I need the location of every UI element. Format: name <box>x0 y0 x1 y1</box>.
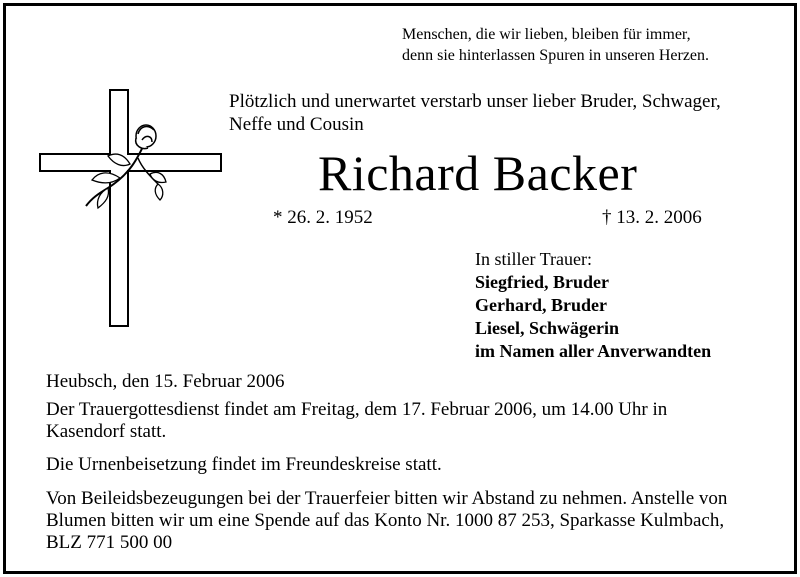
mourners-block <box>475 248 711 363</box>
quote-line-2: denn sie hinterlassen Spuren in unseren Herzen. <box>402 47 710 64</box>
mourner-name: Gerhard, Bruder <box>475 295 607 315</box>
announcement-line-2: Neffe und Cousin <box>229 114 364 135</box>
mourner-name: Siegfried, Bruder <box>475 272 609 292</box>
birth-date: * 26. 2. 1952 <box>273 207 373 228</box>
mourners-heading: In stiller Trauer: <box>475 249 592 269</box>
service-info: Der Trauergottesdienst findet am Freitag, dem 17. Februar 2006, um 14.00 Uhr in Kasendorf statt. <box>46 399 668 442</box>
quote-line-1: Menschen, die wir lieben, bleiben für immer, <box>402 26 691 43</box>
mourner-name: im Namen aller Anverwandten <box>475 341 712 361</box>
mourner-name: Liesel, Schwägerin <box>475 318 619 338</box>
donation-info: Von Beileidsbezeugungen bei der Trauerfeier bitten wir Abstand zu nehmen. Anstelle von Blumen bitten wir um eine Spende auf das Konto Nr. 1000 87 253, Sparkasse Kulmbach, BLZ 771 500 00 <box>46 488 728 553</box>
memorial-quote <box>402 24 709 66</box>
death-date: † 13. 2. 2006 <box>602 207 702 228</box>
place-and-date: Heubsch, den 15. Februar 2006 <box>46 371 285 392</box>
announcement-text <box>229 90 721 136</box>
cross-with-rose-icon <box>38 88 223 328</box>
deceased-name: Richard Backer <box>318 145 638 201</box>
burial-info: Die Urnenbeisetzung findet im Freundeskreise statt. <box>46 454 442 475</box>
announcement-line-1: Plötzlich und unerwartet verstarb unser lieber Bruder, Schwager, <box>229 91 721 112</box>
